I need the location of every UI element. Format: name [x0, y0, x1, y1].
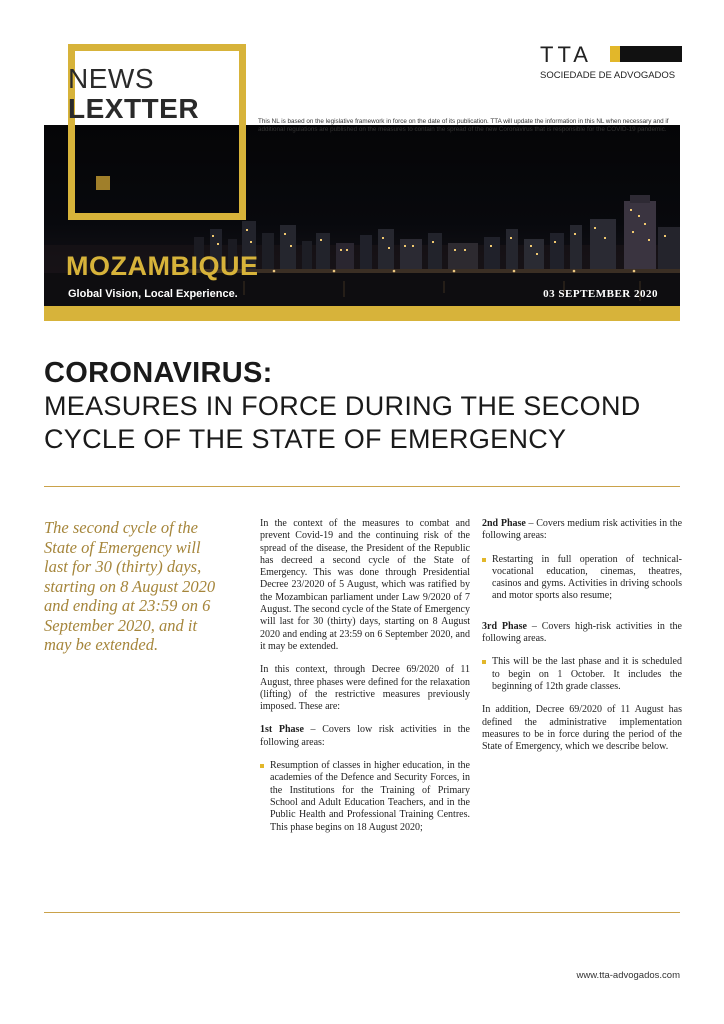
body-paragraph-phases: In this context, through Decree 69/2020 of 11 August, three phases were defined for the relaxation (lifting) of the restrictive measures previously imposed. These are:	[260, 664, 470, 713]
body-paragraph-intro: In the context of the measures to combat and prevent Covid-19 and the continuing risk of the spread of the disease, the President of the Republic has decreed a second cycle of the State of Emergency. This was done through Presidential Decree 23/2020 of 5 August, which was ratified by the Mozambican parliament under Law 9/2020 of 7 August. The second cycle of the State of Emergency will last for 30 (thirty) days, starting on 8 August 2020 and ending at 23:59 on 6 September 2020, and it may be extended.	[260, 518, 470, 652]
divider-top	[44, 486, 680, 487]
phase2-heading	[482, 518, 682, 543]
phase2-title: 2nd Phase	[482, 518, 526, 529]
phase1-bullet	[260, 760, 470, 834]
phase3-text: – Covers high-risk activities in the following areas.	[482, 620, 682, 645]
logo-gold-mark	[610, 46, 620, 62]
logo-bar	[610, 46, 682, 62]
phase1-bullet-text: Resumption of classes in higher education, in the academies of the Defence and Security Forces, in the Institutions for the Training of Primary School and Adult Education Teachers, and in the Public Health and Professional Training Centres. This phase begins on 18 August 2020;	[270, 760, 470, 833]
footer-website-link[interactable]: www.tta-advogados.com	[576, 970, 680, 981]
bullet-icon	[482, 558, 486, 562]
phase3-heading	[482, 621, 682, 646]
headline-line1: CORONAVIRUS:	[44, 357, 273, 389]
divider-bottom	[44, 912, 680, 913]
newsletter-title	[68, 64, 199, 124]
phase3-title: 3rd Phase	[482, 620, 527, 632]
headline-line2: MEASURES IN FORCE DURING THE SECOND	[44, 391, 641, 421]
newsletter-title-line1: NEWS	[68, 63, 154, 94]
body-column-2	[482, 518, 682, 764]
headline	[44, 356, 684, 456]
phase1-heading	[260, 724, 470, 749]
phase2-bullet-text: Restarting in full operation of technical-vocational education, cinemas, theatres, casinos and gyms. Activities in driving schools and motor sports also resume;	[492, 553, 682, 602]
banner-gold-strip	[44, 306, 680, 321]
logo-name: TTA	[540, 42, 592, 67]
phase1-text: – Covers low risk activities in the following areas:	[260, 724, 470, 748]
newsletter-frame-bottom	[68, 213, 246, 220]
bullet-icon	[482, 660, 486, 664]
gold-square-icon	[96, 176, 110, 190]
body-column-1	[260, 518, 470, 845]
country-title: MOZAMBIQUE	[66, 251, 259, 281]
publication-date: 03 SEPTEMBER 2020	[543, 288, 658, 300]
lead-paragraph: The second cycle of the State of Emergency will last for 30 (thirty) days, starting on 8 August 2020 and ending at 23:59 on 6 September 2020, and it may be extended.	[44, 518, 216, 654]
tagline: Global Vision, Local Experience.	[68, 288, 238, 300]
body-paragraph-final: In addition, Decree 69/2020 of 11 August has defined the administrative implementation measures to be in force during the period of the State of Emergency, which we describe below.	[482, 704, 682, 753]
newsletter-title-line2: LEXTTER	[68, 93, 200, 124]
logo-subtitle: SOCIEDADE DE ADVOGADOS	[540, 70, 676, 81]
phase2-text: – Covers medium risk activities in the following areas:	[482, 518, 683, 542]
bullet-icon	[260, 764, 264, 768]
phase3-bullet-text: This will be the last phase and it is scheduled to begin on 1 October. It includes the beginning of 12th grade classes.	[492, 656, 682, 692]
phase2-bullet	[482, 554, 682, 603]
phase3-bullet	[482, 656, 682, 693]
tta-logo	[540, 42, 682, 81]
disclaimer-text: This NL is based on the legislative framework in force on the date of its publication. TTA will update the information in this NL when necessary and if additional regulations are published on the measures to contain the spread of the new Coronavirus that is responsible for the COVID-19 pandemic.	[258, 118, 669, 133]
phase1-title: 1st Phase	[260, 724, 304, 736]
headline-line3: CYCLE OF THE STATE OF EMERGENCY	[44, 424, 567, 454]
